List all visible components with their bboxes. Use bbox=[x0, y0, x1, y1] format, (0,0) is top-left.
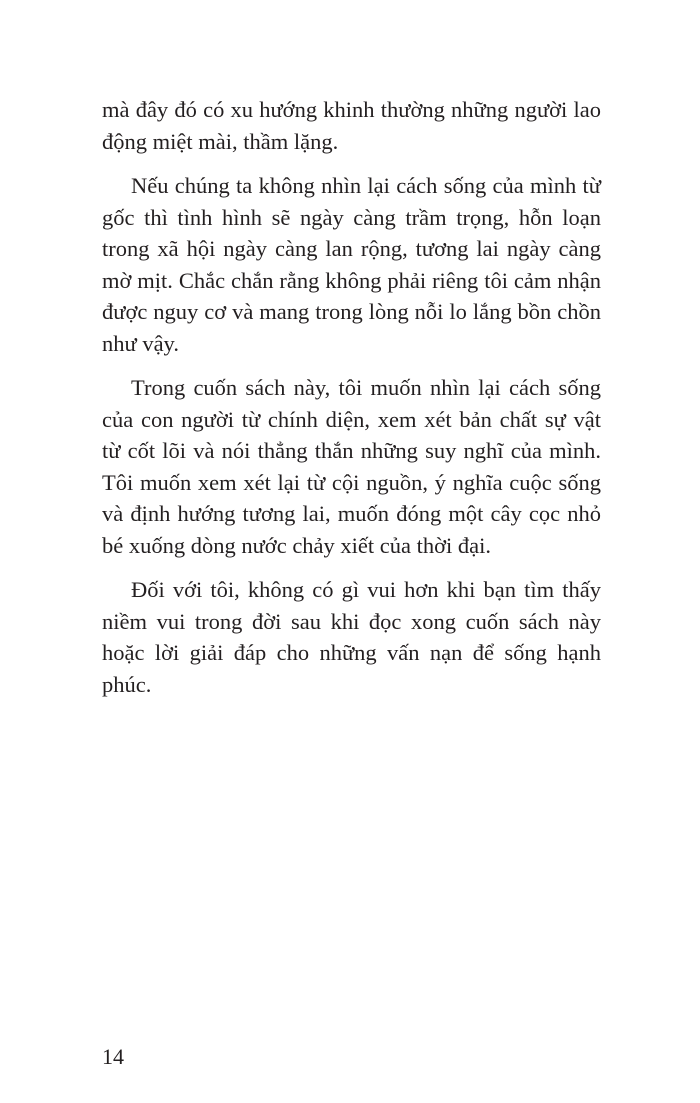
body-text bbox=[102, 94, 601, 700]
paragraph: Trong cuốn sách này, tôi muốn nhìn lại cách sống của con người từ chính diện, xem xét bản chất sự vật từ cốt lõi và nói thẳng thắn những suy nghĩ của mình. Tôi muốn xem xét lại từ cội nguồn, ý nghĩa cuộc sống và định hướng tương lai, muốn đóng một cây cọc nhỏ bé xuống dòng nước chảy xiết của thời đại. bbox=[102, 375, 601, 558]
paragraph: Nếu chúng ta không nhìn lại cách sống của mình từ gốc thì tình hình sẽ ngày càng trầm trọng, hỗn loạn trong xã hội ngày càng lan rộng, tương lai ngày càng mờ mịt. Chắc chắn rằng không phải riêng tôi cảm nhận được nguy cơ và mang trong lòng nỗi lo lắng bồn chồn như vậy. bbox=[102, 173, 601, 356]
paragraph-continuation: mà đây đó có xu hướng khinh thường những người lao động miệt mài, thầm lặng. bbox=[102, 97, 601, 154]
paragraph: Đối với tôi, không có gì vui hơn khi bạn tìm thấy niềm vui trong đời sau khi đọc xong cuốn sách này hoặc lời giải đáp cho những vấn nạn để sống hạnh phúc. bbox=[102, 577, 601, 697]
page-number: 14 bbox=[102, 1044, 124, 1069]
